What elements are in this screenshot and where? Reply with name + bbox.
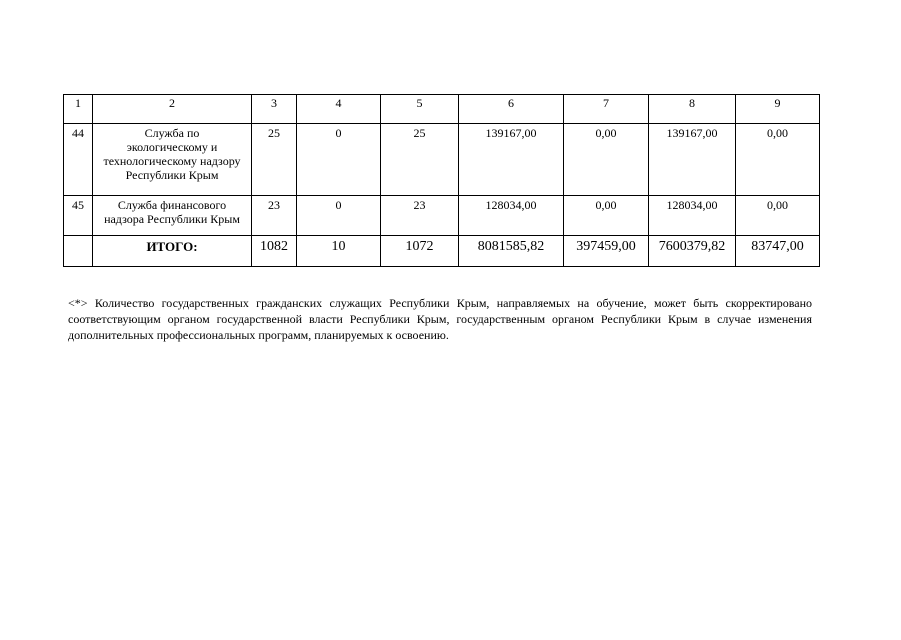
total-row — [64, 236, 820, 267]
column-number: 5 — [381, 95, 459, 124]
table-cell: 0,00 — [564, 196, 649, 236]
organization-name — [93, 196, 252, 236]
column-number: 6 — [459, 95, 564, 124]
table-cell: 0 — [297, 196, 381, 236]
column-number: 2 — [93, 95, 252, 124]
table-cell: 0 — [297, 124, 381, 196]
total-cell: 1082 — [252, 236, 297, 267]
footnote: <*> Количество государственных гражданских служащих Республики Крым, направляемых на обучение, может быть скорректировано соответствующим органом государственной власти Республики Крым, государственным органом Республики Крым в случае изменения дополнительных профессиональных программ, планируемых к освоению. — [68, 296, 812, 342]
name-line: надзора Республики Крым — [104, 212, 240, 226]
row-number: 44 — [64, 124, 93, 196]
total-cell: 397459,00 — [564, 236, 649, 267]
table-cell: 23 — [252, 196, 297, 236]
column-number: 7 — [564, 95, 649, 124]
name-line: Служба по — [144, 126, 200, 140]
total-cell: 7600379,82 — [649, 236, 736, 267]
name-line: Республики Крым — [125, 168, 219, 182]
column-number: 9 — [736, 95, 820, 124]
table-cell: 25 — [252, 124, 297, 196]
table-cell: 0,00 — [736, 124, 820, 196]
name-line: экологическому и — [126, 140, 218, 154]
column-number: 8 — [649, 95, 736, 124]
table-cell: 25 — [381, 124, 459, 196]
empty-cell — [64, 236, 93, 267]
table-cell: 128034,00 — [649, 196, 736, 236]
column-number: 1 — [64, 95, 93, 124]
total-label: ИТОГО: — [93, 236, 252, 267]
total-cell: 10 — [297, 236, 381, 267]
column-number-row — [64, 95, 820, 124]
total-cell: 83747,00 — [736, 236, 820, 267]
table-cell: 0,00 — [564, 124, 649, 196]
table-cell: 128034,00 — [459, 196, 564, 236]
table-row — [64, 124, 820, 196]
name-line: технологическому надзору — [103, 154, 241, 168]
table-cell: 0,00 — [736, 196, 820, 236]
name-line: Служба финансового — [117, 198, 227, 212]
column-number: 4 — [297, 95, 381, 124]
total-cell: 1072 — [381, 236, 459, 267]
table-row — [64, 196, 820, 236]
table-cell: 139167,00 — [459, 124, 564, 196]
total-cell: 8081585,82 — [459, 236, 564, 267]
table-cell: 139167,00 — [649, 124, 736, 196]
training-budget-table — [63, 94, 820, 267]
organization-name — [93, 124, 252, 196]
row-number: 45 — [64, 196, 93, 236]
table-cell: 23 — [381, 196, 459, 236]
column-number: 3 — [252, 95, 297, 124]
